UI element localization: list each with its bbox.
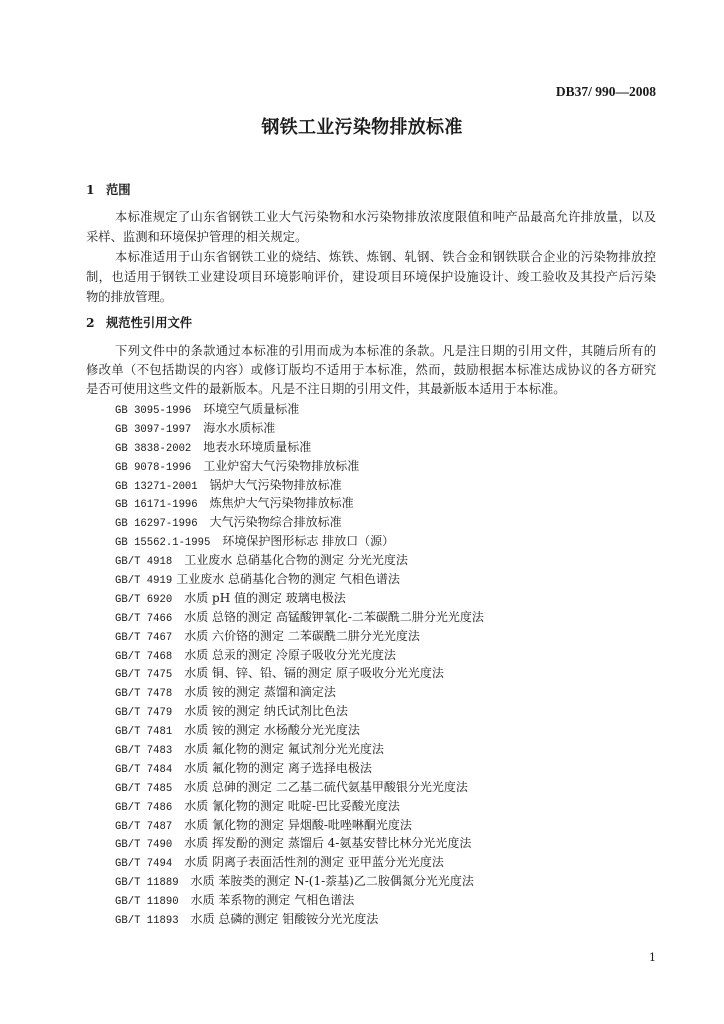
- reference-item: [86, 513, 656, 532]
- reference-code: GB/T 7494: [115, 858, 173, 871]
- reference-title: 水质 总磷的测定 钼酸铵分光光度法: [190, 912, 379, 927]
- reference-code: GB/T 7466: [115, 612, 173, 625]
- reference-title: 锅炉大气污染物排放标准: [209, 477, 342, 492]
- reference-title: 水质 苯系物的测定 气相色谱法: [190, 893, 355, 908]
- reference-item: [86, 816, 656, 835]
- reference-item: [86, 476, 656, 495]
- reference-title: 工业废水 总硝基化合物的测定 分光光度法: [184, 553, 408, 568]
- reference-code: GB 16171-1996: [115, 499, 198, 512]
- reference-title: 水质 苯胺类的测定 N-(1-萘基)乙二胺偶氮分光光度法: [190, 874, 474, 889]
- reference-item: [86, 438, 656, 457]
- reference-code: GB 3095-1996: [115, 405, 192, 417]
- reference-item: [86, 797, 656, 816]
- reference-title: 环境空气质量标准: [203, 402, 300, 416]
- reference-title: 工业炉窑大气污染物排放标准: [203, 458, 360, 473]
- reference-item: [86, 589, 656, 608]
- paragraph-line: 下列文件中的条款通过本标准的引用而成为本标准的条款。凡是注日期的引用文件，其随后所有的: [115, 344, 656, 358]
- reference-code: GB/T 11890: [115, 896, 179, 909]
- reference-item: [86, 872, 656, 891]
- reference-code: GB/T 7467: [115, 631, 173, 644]
- reference-item: [86, 570, 656, 589]
- paragraph-line: 修改单（不包括勘误的内容）或修订版均不适用于本标准，然而，鼓励根据本标准达成协议的各方研究: [86, 363, 656, 377]
- paragraph-line: 采样、监测和环境保护管理的相关规定。: [86, 230, 308, 244]
- reference-title: 水质 总汞的测定 冷原子吸收分光光度法: [184, 647, 396, 662]
- section-title: 范围: [106, 182, 131, 197]
- reference-item: [86, 853, 656, 872]
- section-1-heading: [86, 180, 656, 200]
- page-number: 1: [649, 951, 656, 964]
- reference-title: 大气污染物综合排放标准: [209, 515, 342, 530]
- reference-code: GB/T 4918: [115, 556, 173, 569]
- reference-title: 水质 挥发酚的测定 蒸馏后 4-氨基安替比林分光光度法: [184, 836, 472, 851]
- paragraph-line: 本标准规定了山东省钢铁工业大气污染物和水污染物排放浓度限值和吨产品最高允许排放量，以及: [115, 210, 656, 224]
- reference-code: GB/T 11889: [115, 877, 179, 890]
- reference-item: [86, 551, 656, 570]
- reference-title: 水质 阴离子表面活性剂的测定 亚甲蓝分光光度法: [184, 855, 444, 870]
- reference-title: 水质 铵的测定 纳氏试剂比色法: [184, 704, 348, 719]
- reference-item: [86, 740, 656, 759]
- paragraph-line: 是否可使用这些文件的最新版本。凡是不注日期的引用文件，其最新版本适用于本标准。: [86, 382, 566, 396]
- reference-item: [86, 494, 656, 513]
- reference-title: 水质 总铬的测定 高锰酸钾氧化-二苯碳酰二肼分光光度法: [184, 609, 484, 624]
- reference-code: GB 9078-1996: [115, 461, 192, 474]
- reference-code: GB/T 7484: [115, 763, 173, 776]
- reference-title: 水质 总砷的测定 二乙基二硫代氨基甲酸银分光光度法: [184, 779, 468, 794]
- reference-code: GB 3097-1997: [115, 423, 192, 436]
- paragraph-line: 物的排放管理。: [86, 290, 173, 304]
- section-1-body: [86, 207, 656, 307]
- reference-title: 水质 铵的测定 水杨酸分光光度法: [184, 723, 360, 738]
- reference-code: GB 13271-2001: [115, 480, 198, 493]
- reference-list: [86, 400, 656, 929]
- reference-title: 水质 六价铬的测定 二苯碳酰二肼分光光度法: [184, 628, 420, 643]
- reference-item: [86, 400, 656, 419]
- reference-code: GB/T 7479: [115, 707, 173, 720]
- document-number: DB37/ 990—2008: [555, 84, 656, 99]
- reference-item: [86, 721, 656, 740]
- reference-title: 工业废水 总硝基化合物的测定 气相色谱法: [176, 572, 400, 587]
- reference-item: [86, 891, 656, 910]
- reference-item: [86, 702, 656, 721]
- section-2-paragraph: [86, 342, 656, 399]
- paragraph-line: 本标准适用于山东省钢铁工业的烧结、炼铁、炼钢、轧钢、铁合金和钢铁联合企业的污染物排放控: [115, 250, 656, 264]
- reference-item: [86, 608, 656, 627]
- reference-title: 水质 pH 值的测定 玻璃电极法: [184, 590, 346, 605]
- reference-code: GB/T 7475: [115, 669, 173, 682]
- reference-item: [86, 778, 656, 797]
- reference-item: [86, 457, 656, 476]
- reference-item: [86, 664, 656, 683]
- section-2-heading: [86, 313, 656, 333]
- section-number: 2: [86, 315, 95, 330]
- reference-code: GB/T 11893: [115, 915, 179, 928]
- reference-code: GB/T 7487: [115, 820, 173, 833]
- reference-title: 水质 氰化物的测定 异烟酸-吡唑啉酮光度法: [184, 817, 412, 832]
- reference-item: [86, 419, 656, 438]
- reference-title: 炼焦炉大气污染物排放标准: [209, 496, 354, 511]
- reference-item: [86, 910, 656, 929]
- reference-code: GB/T 7483: [115, 745, 173, 758]
- reference-code: GB/T 7478: [115, 688, 173, 701]
- reference-item: [86, 532, 656, 551]
- reference-title: 水质 氟化物的测定 离子选择电极法: [184, 760, 372, 775]
- reference-title: 水质 铵的测定 蒸馏和滴定法: [184, 685, 336, 700]
- reference-code: GB/T 4919: [115, 575, 173, 588]
- document-title: 钢铁工业污染物排放标准: [261, 117, 463, 138]
- section-title: 规范性引用文件: [106, 315, 193, 330]
- reference-code: GB/T 7486: [115, 801, 173, 814]
- reference-code: GB/T 7485: [115, 782, 173, 795]
- reference-code: GB/T 6920: [115, 593, 173, 606]
- section-heading: [86, 180, 656, 200]
- reference-code: GB/T 7490: [115, 839, 173, 852]
- reference-code: GB 16297-1996: [115, 518, 198, 531]
- section-heading: [86, 313, 656, 333]
- reference-title: 环境保护图形标志 排放口（源）: [222, 534, 395, 549]
- reference-title: 水质 铜、锌、铅、镉的测定 原子吸收分光光度法: [184, 666, 444, 681]
- reference-title: 海水水质标准: [203, 420, 276, 435]
- reference-code: GB/T 7481: [115, 726, 173, 739]
- reference-title: 水质 氟化物的测定 氟试剂分光光度法: [184, 742, 384, 757]
- reference-item: [86, 759, 656, 778]
- reference-item: [86, 834, 656, 853]
- reference-item: [86, 627, 656, 646]
- reference-code: GB 3838-2002: [115, 442, 192, 455]
- paragraph-line: 制，也适用于钢铁工业建设项目环境影响评价，建设项目环境保护设施设计、竣工验收及其投产后污染: [86, 270, 656, 284]
- reference-item: [86, 683, 656, 702]
- reference-code: GB 15562.1-1995: [115, 537, 211, 550]
- reference-item: [86, 646, 656, 665]
- reference-title: 地表水环境质量标准: [203, 439, 312, 454]
- reference-code: GB/T 7468: [115, 650, 173, 663]
- section-number: 1: [86, 182, 95, 197]
- reference-title: 水质 氰化物的测定 吡啶-巴比妥酸光度法: [184, 798, 400, 813]
